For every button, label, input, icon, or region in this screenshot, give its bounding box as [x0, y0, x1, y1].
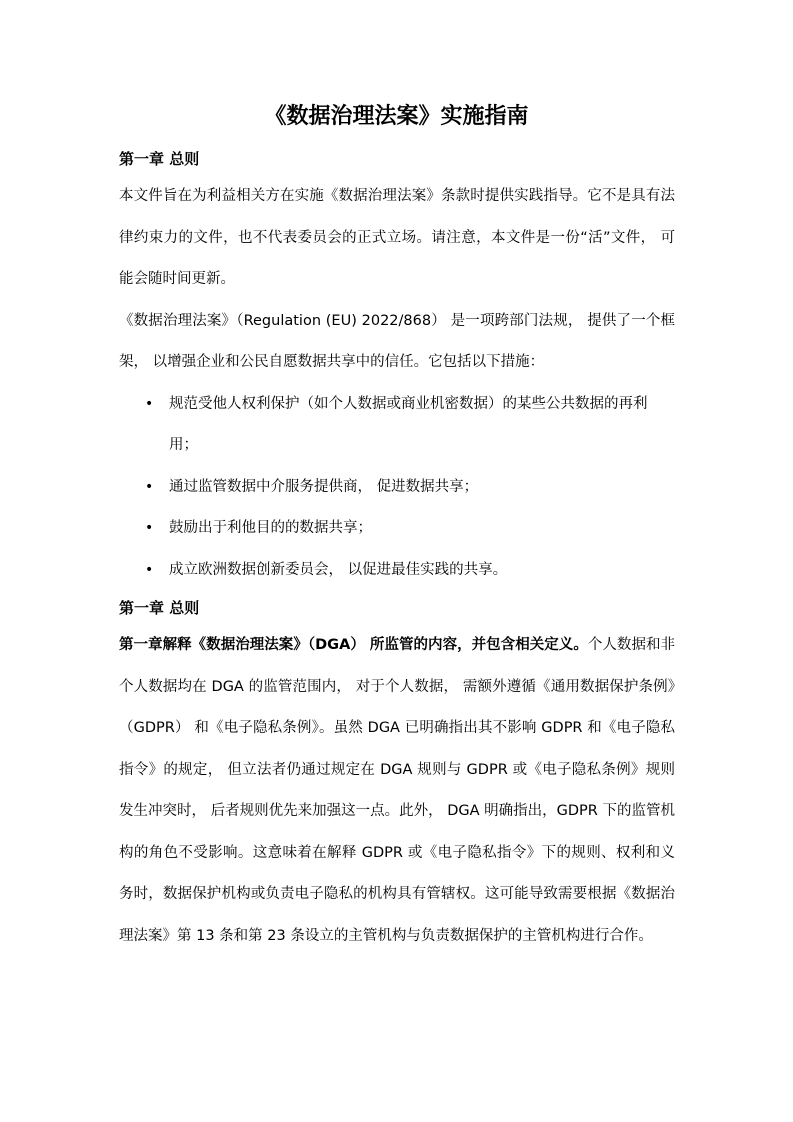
list-item: [119, 550, 675, 592]
list-item: [119, 467, 675, 509]
intro-paragraph: 本文件旨在为利益相关方在实施《数据治理法案》条款时提供实践指导。它不是具有法律约束力的文件，也不代表委员会的正式立场。请注意，本文件是一份“活”文件， 可能会随时间更新。: [119, 188, 675, 287]
bullet-icon: •: [145, 478, 154, 495]
document-title: 《数据治理法案》实施指南: [264, 104, 529, 129]
list-item-text: 成立欧洲数据创新委员会， 以促进最佳实践的共享。: [169, 561, 508, 578]
section-heading-1: 第一章 总则: [119, 150, 200, 168]
regulation-paragraph: 《数据治理法案》（Regulation (EU) 2022/868） 是一项跨部门法规， 提供了一个框架， 以增强企业和公民自愿数据共享中的信任。它包括以下措施：: [119, 312, 675, 370]
list-item: [119, 508, 675, 550]
measures-list: [119, 384, 675, 592]
list-item-text: 规范受他人权利保护（如个人数据或商业机密数据）的某些公共数据的再利用；: [169, 395, 648, 453]
list-item-text: 通过监管数据中介服务提供商， 促进数据共享；: [169, 478, 479, 495]
document-body: [119, 142, 675, 957]
scope-body-text: 个人数据和非个人数据均在 DGA 的监管范围内， 对于个人数据， 需额外遵循《通用数据保护条例》（GDPR） 和《电子隐私条例》。虽然 DGA 已明确指出其不影响 GDPR 和《电子隐私指令》的规定， 但立法者仍通过规定在 DGA 规则与 GDPR 或《电子隐私条例》规则发生冲突时， 后者规则优先来加强这一点。此外， DGA 明确指出，GDPR 下的监管机构的角色不受影响。这意味着在解释 GDPR 或《电子隐私指令》下的规则、权利和义务时，数据保护机构或负责电子隐私的机构具有管辖权。这可能导致需要根据《数据治理法案》第 13 条和第 23 条设立的主管机构与负责数据保护的主管机构进行合作。: [119, 637, 675, 944]
list-item-text: 鼓励出于利他目的的数据共享；: [169, 520, 372, 536]
section-heading-2: 第一章 总则: [119, 599, 200, 617]
list-item: [119, 384, 675, 467]
bullet-icon: •: [145, 520, 154, 536]
bullet-icon: •: [145, 561, 154, 578]
scope-lead-text: 第一章解释《数据治理法案》（DGA） 所监管的内容，并包含相关定义。: [119, 637, 588, 653]
bullet-icon: •: [145, 395, 154, 412]
scope-paragraph: [119, 625, 675, 957]
